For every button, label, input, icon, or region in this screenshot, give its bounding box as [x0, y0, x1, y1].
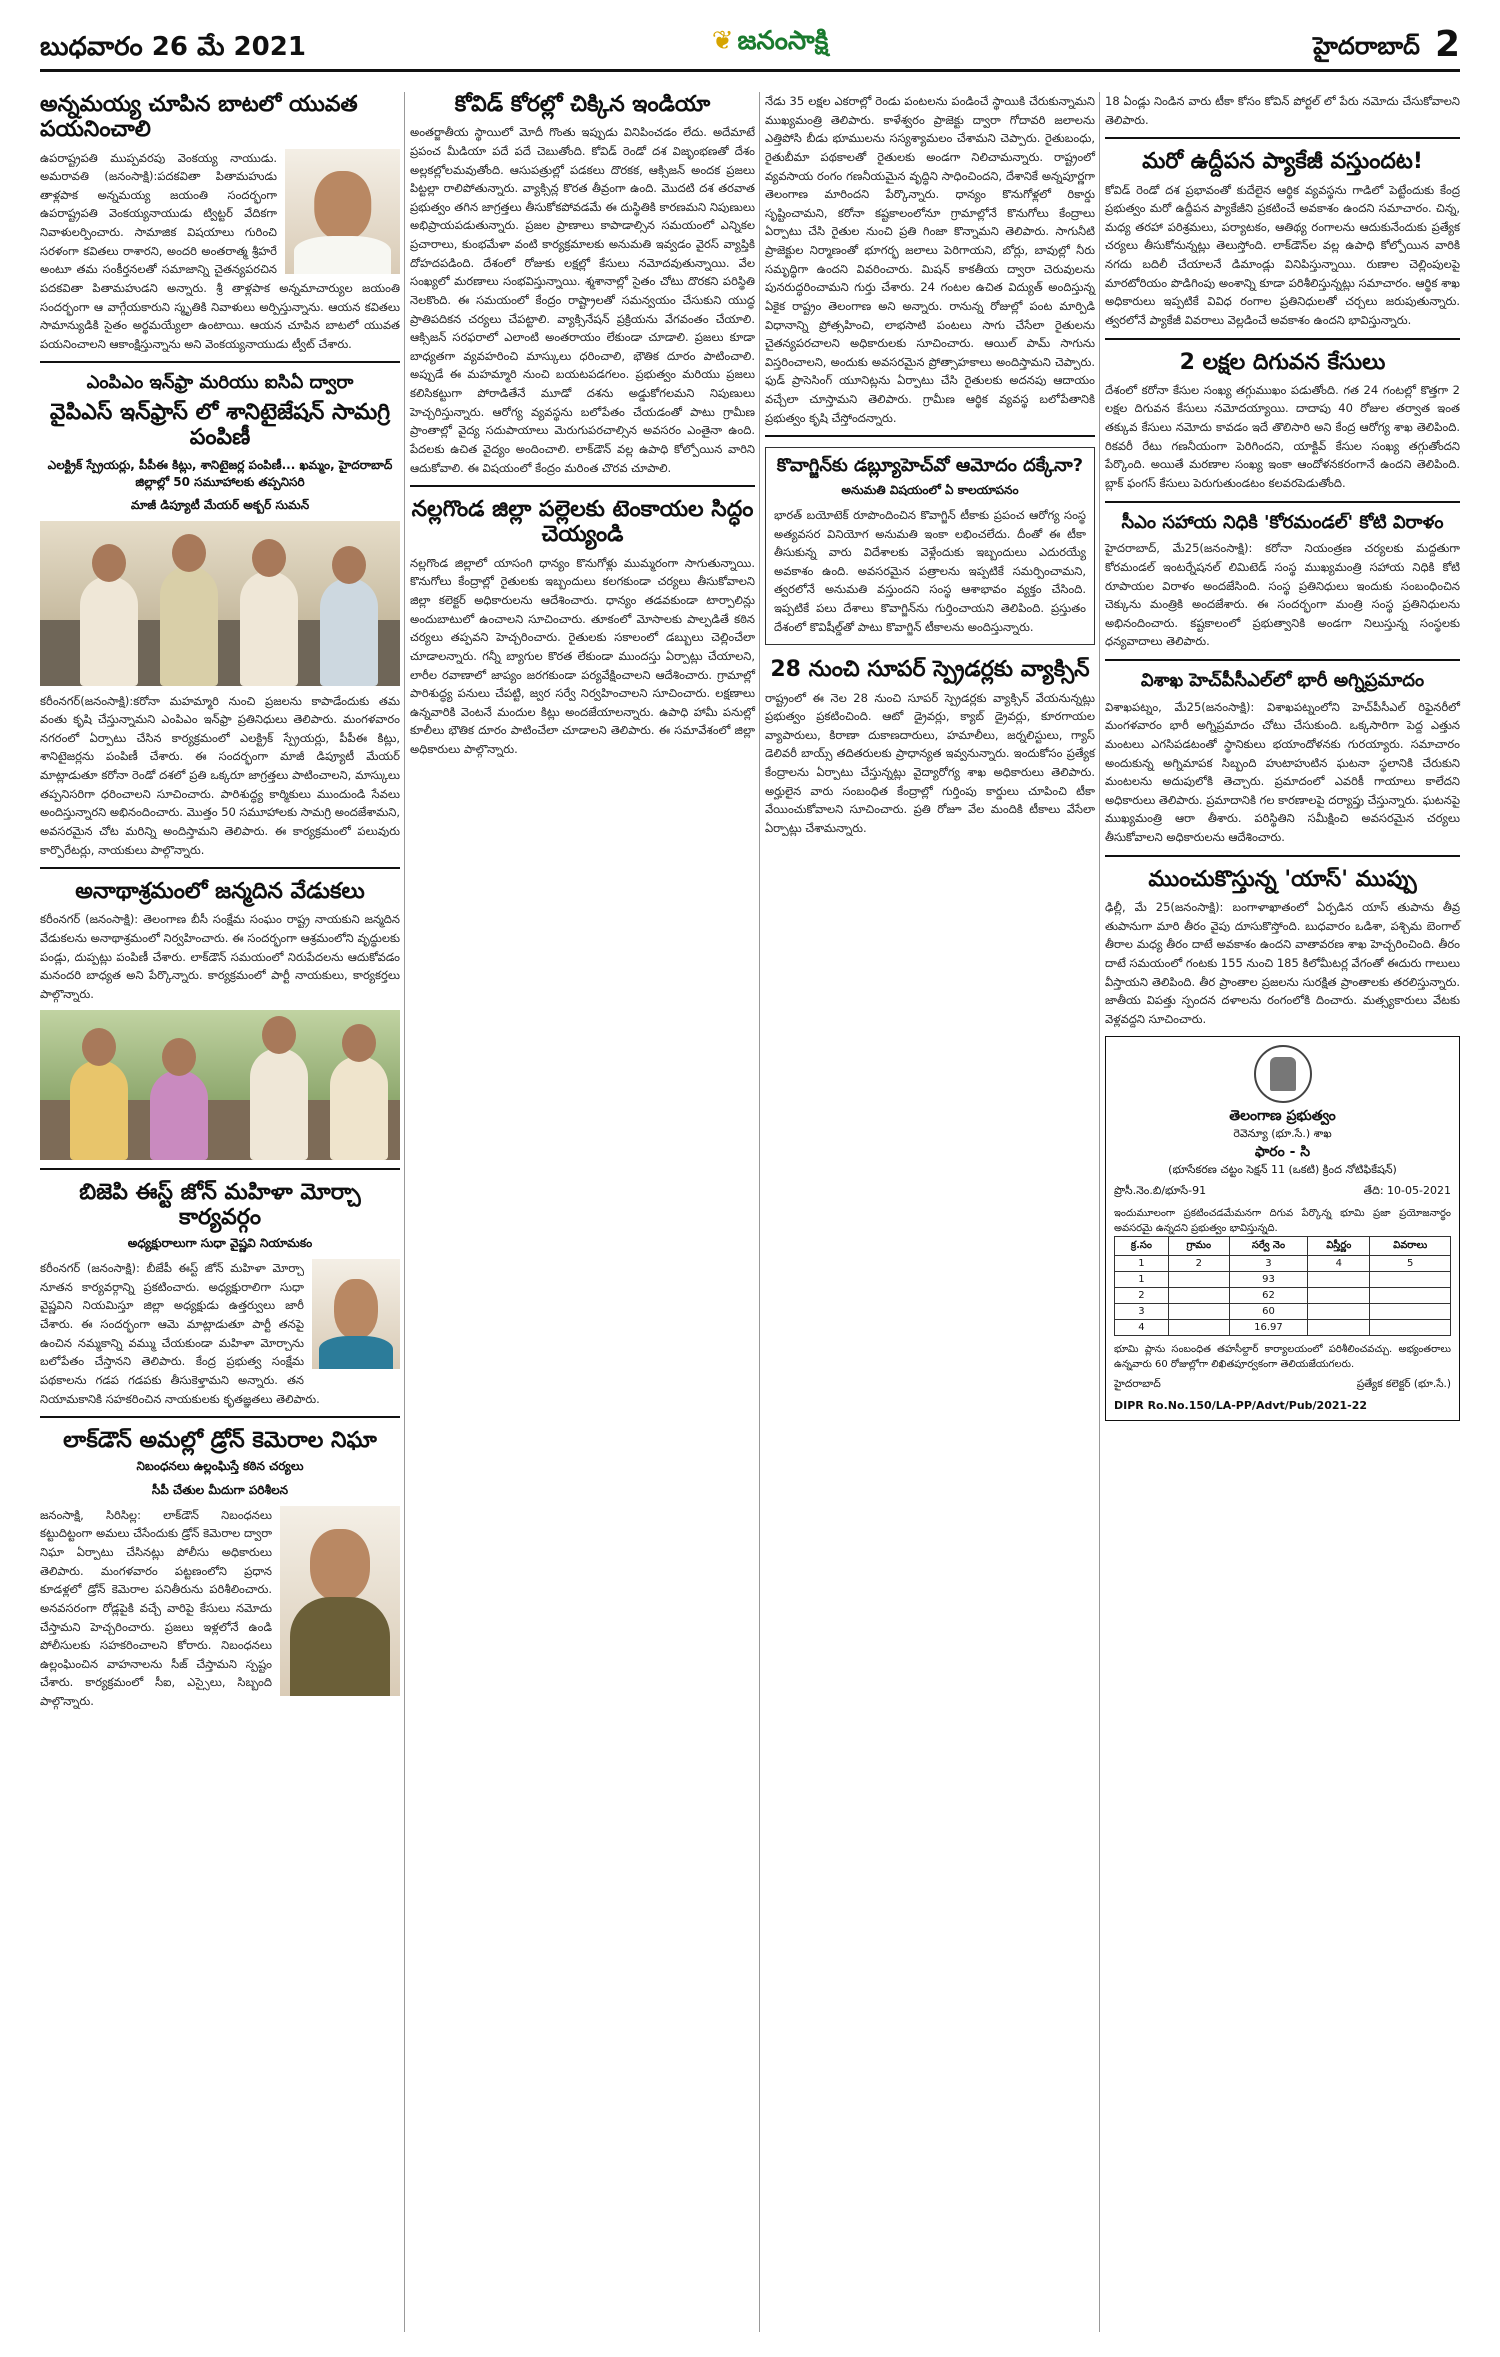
table-cell — [1308, 1320, 1370, 1336]
table-cell: 4 — [1308, 1256, 1370, 1272]
table-cell: 2 — [1115, 1288, 1169, 1304]
page-number: 2 — [1434, 24, 1460, 65]
article-body: భారత్ బయోటెక్ రూపొందించిన కొవాగ్జిన్ టీకాకు ప్రపంచ ఆరోగ్య సంస్థ అత్యవసర వినియోగ అనుమతి ఇంకా లభించలేదు. దీంతో ఈ టీకా తీసుకున్న వారు విదేశాలకు వెళ్లేందుకు ఇబ్బందులు ఎదురయ్యే అవకాశం ఉంది. అవసరమైన పత్రాలను ఇప్పటికే సమర్పించామని, త్వరలోనే అనుమతి వస్తుందని సంస్థ ఆశాభావం వ్యక్తం చేసింది. ఇప్పటికే పలు దేశాలు కొవాగ్జిన్‌ను గుర్తించాయని తెలిపింది. ప్రస్తుతం దేశంలో కొవిషీల్డ్‌తో పాటు కొవాగ్జిన్ టీకాలను అందిస్తున్నారు. — [774, 507, 1086, 634]
article-hpcl-fire — [1105, 671, 1460, 847]
table-cell: 3 — [1229, 1256, 1308, 1272]
article-body: జనంసాక్షి, సిరిసిల్ల: లాక్‌డౌన్ నిబంధనలు కట్టుదిట్టంగా అమలు చేసేందుకు డ్రోన్ కెమెరాల ద్వారా నిఘా ఏర్పాటు చేసినట్లు పోలీసు అధికారులు తెలిపారు. మంగళవారం పట్టణంలోని ప్రధాన కూడళ్లలో డ్రోన్ కెమెరాల పనితీరును పరిశీలించారు. అనవసరంగా రోడ్లపైకి వచ్చే వారిపై కేసులు నమోదు చేస్తామని హెచ్చరించారు. ప్రజలు ఇళ్లలోనే ఉండి పోలీసులకు సహకరించాలని కోరారు. నిబంధనలు ఉల్లంఘించిన వాహనాలను సీజ్ చేస్తామని స్పష్టం చేశారు. కార్యక్రమంలో సీఐ, ఎస్సైలు, సిబ్బంది పాల్గొన్నారు. — [40, 1507, 272, 1709]
article-bjp-mahila — [40, 1180, 400, 1409]
ad-government: తెలంగాణ ప్రభుత్వం — [1229, 1108, 1336, 1125]
ad-footer-note: భూమి ప్లాను సంబంధిత తహసీల్దార్ కార్యాలయంలో పరిశీలించవచ్చు. అభ్యంతరాలు ఉన్నవారు 60 రోజుల్లోగా లిఖితపూర్వకంగా తెలియజేయగలరు. — [1114, 1344, 1451, 1371]
ad-meta — [1114, 1184, 1451, 1200]
article-stimulus — [1105, 149, 1460, 329]
article-headline: విశాఖ హెచ్‌పీసీఎల్‌లో భారీ అగ్నిప్రమాదం — [1140, 670, 1425, 692]
section-rule — [40, 361, 400, 363]
table-cell: 2 — [1168, 1256, 1229, 1272]
article-byline: నిబంధనలు ఉల్లంఘిస్తే కఠిన చర్యలు — [136, 1459, 304, 1474]
edition-city: హైదరాబాద్ — [1313, 32, 1420, 60]
column-divider — [404, 92, 405, 2332]
article-body: రాష్ట్రంలో ఈ నెల 28 నుంచి సూపర్ స్ప్రెడర్లకు వ్యాక్సిన్ వేయనున్నట్లు ప్రభుత్వం ప్రకటించింది. ఆటో డ్రైవర్లు, క్యాబ్ డ్రైవర్లు, కూరగాయల వ్యాపారులు, కిరాణా దుకాణదారులు, హమాలీలు, జర్నలిస్టులు, గ్యాస్ డెలివరీ బాయ్స్ తదితరులకు ప్రాధాన్యత ఇవ్వనున్నారు. ఇందుకోసం ప్రత్యేక కేంద్రాలను ఏర్పాటు చేస్తున్నట్లు వైద్యారోగ్య శాఖ అధికారులు తెలిపారు. అర్హులైన వారు సంబంధిత కేంద్రాల్లో గుర్తింపు కార్డులు చూపించి టీకా వేయించుకోవాలని సూచించారు. ప్రతి రోజూ వేల మందికి టీకాలు వేసేలా ఏర్పాట్లు చేశామన్నారు. — [765, 690, 1095, 835]
table-cell — [1168, 1272, 1229, 1288]
table-row — [1115, 1304, 1451, 1320]
section-rule — [765, 435, 1095, 437]
section-rule — [1105, 137, 1460, 139]
table-header: వివరాలు — [1370, 1237, 1451, 1256]
article-cases — [1105, 350, 1460, 493]
article-headline: లాక్‌డౌన్ అమల్లో డ్రోన్ కెమెరాల నిఘా — [63, 1428, 377, 1454]
table-row — [1115, 1288, 1451, 1304]
table-header: క్ర.సం — [1115, 1237, 1169, 1256]
police-officer-photo — [280, 1506, 400, 1696]
leaf-icon: ❦ — [711, 26, 734, 56]
column-divider — [1099, 92, 1100, 2332]
table-cell: 5 — [1370, 1256, 1451, 1272]
article-body: అంతర్జాతీయ స్థాయిలో మోదీ గొంతు ఇప్పుడు వినిపించడం లేదు. అదేమాటే ప్రపంచ మీడియా పదే పదే చెబుతోంది. కోవిడ్ రెండో దశ విజృంభణతో దేశం అల్లకల్లోలమవుతోంది. ఆసుపత్రుల్లో పడకలు దొరకక, ఆక్సిజన్ అందక ప్రజలు పిట్టల్లా రాలిపోతున్నారు. వ్యాక్సిన్ల కొరత తీవ్రంగా ఉంది. మొదటి దశ తరవాత ప్రభుత్వం తగిన జాగ్రత్తలు తీసుకోకపోవడమే ఈ దుస్థితికి కారణమని నిపుణులు అభిప్రాయపడుతున్నారు. ప్రజల ప్రాణాలు కాపాడాల్సిన సమయంలో ఎన్నికల ప్రచారాలు, కుంభమేళా వంటి కార్యక్రమాలకు అనుమతి ఇవ్వడం వైరస్ వ్యాప్తికి దోహదపడింది. దేశంలో రోజుకు లక్షల్లో కేసులు నమోదవుతున్నాయి. వేల సంఖ్యలో మరణాలు సంభవిస్తున్నాయి. శ్మశానాల్లో సైతం చోటు దొరకని పరిస్థితి నెలకొంది. ఈ సమయంలో కేంద్రం రాష్ట్రాలతో సమన్వయం చేసుకుని యుద్ధ ప్రాతిపదికన చర్యలు చేపట్టాలి. వ్యాక్సినేషన్ ప్రక్రియను వేగవంతం చేయాలి. ఆక్సిజన్ సరఫరాలో ఎలాంటి అంతరాయం లేకుండా చూడాలి. ప్రజలు కూడా బాధ్యతగా వ్యవహరించి మాస్కులు ధరించాలి, భౌతిక దూరం పాటించాలి. అప్పుడే ఈ మహమ్మారి నుంచి బయటపడగలం. ప్రభుత్వం మరియు ప్రజలు కలిసికట్టుగా పోరాడితేనే మూడో దశను అడ్డుకోగలమని నిపుణులు హెచ్చరిస్తున్నారు. ఆరోగ్య వ్యవస్థను బలోపేతం చేయడంతో పాటు గ్రామీణ ప్రాంతాల్లో వైద్య సదుపాయాలు మెరుగుపరచాల్సిన అవసరం ఎంతైనా ఉంది. పేదలకు ఉచిత వైద్యం అందించాలి. లాక్‌డౌన్ వల్ల ఉపాధి కోల్పోయిన వారిని ఆదుకోవాలి. ఈ విషయంలో కేంద్రం మరింత చొరవ చూపాలి. — [410, 125, 755, 475]
article-headline: బిజెపి ఈస్ట్ జోన్ మహిళా మోర్చా కార్యవర్గం — [79, 1179, 361, 1230]
table-cell — [1168, 1304, 1229, 1320]
article-headline: 2 లక్షల దిగువన కేసులు — [1179, 349, 1386, 375]
section-rule — [1105, 338, 1460, 340]
government-notice-ad — [1105, 1036, 1460, 1421]
article-headline: అన్నమయ్య చూపిన బాటలో యువత పయనించాలి — [40, 92, 358, 143]
article-body: ఢిల్లీ, మే 25(జనంసాక్షి): బంగాళాఖాతంలో ఏర్పడిన యాస్ తుపాను తీవ్ర తుపానుగా మారి తీరం వైపు దూసుకొస్తోంది. బుధవారం ఒడిశా, పశ్చిమ బెంగాల్ తీరాల మధ్య తీరం దాటే అవకాశం ఉందని వాతావరణ శాఖ హెచ్చరించింది. తీరం దాటే సమయంలో గంటకు 155 నుంచి 185 కిలోమీటర్ల వేగంతో ఈదురు గాలులు వీస్తాయని తెలిపింది. తీర ప్రాంతాల ప్రజలను సురక్షిత ప్రాంతాలకు తరలిస్తున్నారు. జాతీయ విపత్తు స్పందన దళాలను రంగంలోకి దించారు. మత్స్యకారులు వేటకు వెళ్లవద్దని సూచించారు. — [1105, 900, 1460, 1026]
ad-notice: ఇందుమూలంగా ప్రకటించడమేమనగా దిగువ పేర్కొన్న భూమి ప్రజా ప్రయోజనార్థం అవసరమై ఉన్నదని ప్రభుత్వం భావిస్తున్నది. — [1114, 1208, 1451, 1235]
article-body: నేడు 35 లక్షల ఎకరాల్లో రెండు పంటలను పండించే స్థాయికి చేరుకున్నామని ముఖ్యమంత్రి తెలిపారు. కాళేశ్వరం ప్రాజెక్టు ద్వారా గోదావరి జలాలను ఎత్తిపోసి బీడు భూములను సస్యశ్యామలం చేశామని చెప్పారు. రైతుబంధు, రైతుబీమా పథకాలతో రైతులకు అండగా నిలిచామన్నారు. రాష్ట్రంలో వ్యవసాయ రంగం గణనీయమైన వృద్ధిని సాధించిందని, దేశానికే అన్నపూర్ణగా తెలంగాణ మారిందని పేర్కొన్నారు. ధాన్యం కొనుగోళ్లలో రికార్డు సృష్టించామని, కరోనా కష్టకాలంలోనూ గ్రామాల్లోనే కొనుగోలు కేంద్రాలు ఏర్పాటు చేసి రైతుల నుంచి ప్రతి గింజా కొన్నామని తెలిపారు. సాగునీటి ప్రాజెక్టుల నిర్మాణంతో భూగర్భ జలాలు పెరిగాయని, బోర్లు, బావుల్లో నీరు సమృద్ధిగా ఉందని వివరించారు. మిషన్ కాకతీయ ద్వారా చెరువులను పునరుద్ధరించామని గుర్తు చేశారు. 24 గంటల ఉచిత విద్యుత్ అందిస్తున్న ఏకైక రాష్ట్రం తెలంగాణ అని అన్నారు. రానున్న రోజుల్లో పంట మార్పిడి విధానాన్ని ప్రోత్సహించి, లాభసాటి పంటలు సాగు చేసేలా రైతులను చైతన్యపరచాలని అధికారులకు సూచించారు. ఆయిల్ పామ్ సాగును విస్తరించాలని, అందుకు అవసరమైన ప్రోత్సాహకాలు అందిస్తామని చెప్పారు. ఫుడ్ ప్రాసెసింగ్ యూనిట్లను ఏర్పాటు చేసి రైతులకు అదనపు ఆదాయం వచ్చేలా చూస్తామని తెలిపారు. గ్రామీణ ఆర్థిక వ్యవస్థ బలోపేతానికి ప్రభుత్వం కృషి చేస్తోందన్నారు. — [765, 94, 1095, 425]
article-body: నల్లగొండ జిల్లాలో యాసంగి ధాన్యం కొనుగోళ్లు ముమ్మరంగా సాగుతున్నాయి. కొనుగోలు కేంద్రాల్లో రైతులకు ఇబ్బందులు కలగకుండా చర్యలు తీసుకోవాలని జిల్లా కలెక్టర్ అధికారులను ఆదేశించారు. ధాన్యం తడవకుండా టార్పాలిన్లు అందుబాటులో ఉంచాలని సూచించారు. తూకంలో మోసాలకు పాల్పడితే కఠిన చర్యలు తప్పవని హెచ్చరించారు. రైతులకు సకాలంలో డబ్బులు చెల్లించేలా చూడాలన్నారు. గన్నీ బ్యాగుల కొరత లేకుండా ముందస్తు ఏర్పాట్లు చేయాలని, లారీల రవాణాలో జాప్యం జరగకుండా పర్యవేక్షించాలని ఆదేశించారు. గ్రామాల్లో పారిశుద్ధ్య పనులు చేపట్టి, జ్వర సర్వే నిర్వహించాలని సూచించారు. లక్షణాలు ఉన్నవారికి వెంటనే మందుల కిట్లు అందజేయాలన్నారు. ఉపాధి హామీ పనుల్లో కూలీలు భౌతిక దూరం పాటించేలా చూడాలని తెలిపారు. ఈ సమావేశంలో జిల్లా అధికారులు పాల్గొన్నారు. — [410, 555, 755, 757]
table-cell — [1370, 1288, 1451, 1304]
article-headline: అనాథాశ్రమంలో జన్మదిన వేడుకలు — [75, 879, 365, 905]
ad-signatory: ప్రత్యేక కలెక్టర్ (భూ.సే.) — [1356, 1378, 1451, 1391]
article-subhead: ఎలక్ట్రిక్ స్ప్రేయర్లు, పీపీఈ కిట్లు, శానిటైజర్ల పంపిణీ... ఖమ్మం, హైదరాబాద్ జిల్లాల్లో 50 సమూహాలకు తప్పనిసరి — [47, 457, 393, 490]
newspaper-logo — [680, 26, 860, 66]
article-coromandel — [1105, 513, 1460, 651]
table-cell: 60 — [1229, 1304, 1308, 1320]
column-3 — [765, 92, 1095, 838]
article-yaas-cyclone — [1105, 867, 1460, 1029]
ad-rule: (భూసేకరణ చట్టం సెక్షన్ 11 (ఒకటి) క్రింద నోటిఫికేషన్) — [1168, 1162, 1397, 1176]
table-cell: 93 — [1229, 1272, 1308, 1288]
table-cell — [1168, 1288, 1229, 1304]
article-body: కరీంనగర్ (జనంసాక్షి): బీజేపీ ఈస్ట్ జోన్ మహిళా మోర్చా నూతన కార్యవర్గాన్ని ప్రకటించారు. అధ్యక్షురాలిగా సుధా వైష్ణవిని నియమిస్తూ జిల్లా అధ్యక్షుడు ఉత్తర్వులు జారీ చేశారు. ఈ సందర్భంగా ఆమె మాట్లాడుతూ పార్టీ తనపై ఉంచిన నమ్మకాన్ని వమ్ము చేయకుండా మహిళా మోర్చాను బలోపేతం చేస్తానని తెలిపారు. కేంద్ర ప్రభుత్వ సంక్షేమ పథకాలను గడప గడపకు తీసుకెళ్తామని అన్నారు. తన నియామకానికి సహకరించిన నాయకులకు కృతజ్ఞతలు తెలిపారు. — [40, 1261, 320, 1406]
article-body: హైదరాబాద్, మే25(జనంసాక్షి): కరోనా నియంత్రణ చర్యలకు మద్దతుగా కోరమండల్ ఇంటర్నేషనల్ లిమిటెడ్ సంస్థ ముఖ్యమంత్రి సహాయ నిధికి కోటి రూపాయల విరాళం అందజేసింది. సంస్థ ప్రతినిధులు ఇందుకు సంబంధించిన చెక్కును మంత్రికి అందజేశారు. ఈ సందర్భంగా మంత్రి సంస్థ ప్రతినిధులను అభినందించారు. కష్టకాలంలో ప్రభుత్వానికి అండగా నిలుస్తున్న సంస్థలకు ధన్యవాదాలు తెలిపారు. — [1105, 541, 1460, 649]
article-headline: నల్లగొండ జిల్లా పల్లెలకు టెంకాయల సిద్ధం చెయ్యండి — [411, 497, 754, 548]
issue-date: బుధవారం 26 మే 2021 — [40, 32, 306, 62]
article-body: విశాఖపట్నం, మే25(జనంసాక్షి): విశాఖపట్నంలోని హెచ్‌పీసీఎల్ రిఫైనరీలో మంగళవారం భారీ అగ్నిప్రమాదం చోటు చేసుకుంది. ఒక్కసారిగా పెద్ద ఎత్తున మంటలు ఎగసిపడటంతో స్థానికులు భయాందోళనకు గురయ్యారు. సమాచారం అందుకున్న అగ్నిమాపక సిబ్బంది హుటాహుటిన ఘటనా స్థలానికి చేరుకుని మంటలను అదుపులోకి తెచ్చారు. ప్రమాదంలో ఎవరికీ గాయాలు కాలేదని అధికారులు తెలిపారు. ప్రమాదానికి గల కారణాలపై దర్యాప్తు చేస్తున్నారు. ఘటనపై ముఖ్యమంత్రి ఆరా తీశారు. పరిస్థితిని సమీక్షించి అవసరమైన చర్యలు తీసుకోవాలని అధికారులను ఆదేశించారు. — [1105, 699, 1460, 845]
article-subhead: సీపీ చేతుల మీదుగా పరిశీలన — [151, 1483, 289, 1498]
table-cell — [1308, 1288, 1370, 1304]
column-4 — [1105, 92, 1460, 1421]
table-cell — [1308, 1272, 1370, 1288]
article-headline: 28 నుంచి సూపర్ స్ప్రెడర్లకు వ్యాక్సిన్ — [770, 657, 1090, 683]
article-headline: ముంచుకొస్తున్న 'యాస్' ముప్పు — [1148, 866, 1417, 892]
article-nalgonda — [410, 497, 755, 758]
article-covid-india — [410, 92, 755, 477]
article-covaxin — [765, 447, 1095, 645]
table-cell: 16.97 — [1229, 1320, 1308, 1336]
section-rule — [40, 867, 400, 869]
land-schedule-table — [1114, 1236, 1451, 1336]
ad-place: హైదరాబాద్ — [1114, 1378, 1161, 1391]
ad-form: ఫారం - సి — [1254, 1143, 1311, 1160]
article-super-spreaders — [765, 657, 1095, 837]
column-divider — [759, 92, 760, 2332]
article-headline: కొవాగ్జిన్‌కు డబ్ల్యూహెచ్‌వో ఆమోదం దక్కేనా? — [776, 455, 1084, 477]
column-2 — [410, 92, 755, 759]
distribution-event-photo — [40, 521, 400, 686]
article-headline: మరో ఉద్దీపన ప్యాకేజీ వస్తుందట! — [1142, 149, 1423, 175]
section-rule — [1105, 501, 1460, 503]
column-1 — [40, 92, 400, 1711]
section-rule — [410, 485, 755, 487]
table-cell: 4 — [1115, 1320, 1169, 1336]
ad-signature — [1114, 1378, 1451, 1393]
orphanage-event-photo — [40, 1010, 400, 1160]
article-headline: కోవిడ్ కోరల్లో చిక్కిన ఇండియా — [454, 92, 711, 117]
brand-name: జనంసాక్షి — [737, 26, 829, 56]
ad-reference: ప్రొసీ.నెం.బి/భూసే-91 — [1114, 1184, 1207, 1198]
article-sanitation — [40, 373, 400, 859]
table-row — [1115, 1272, 1451, 1288]
ad-department: రెవెన్యూ (భూ.సే.) శాఖ — [1233, 1127, 1332, 1141]
section-rule — [40, 1168, 400, 1170]
article-byline: అనుమతి విషయంలో ఏ కాలయాపనం — [841, 482, 1019, 497]
ad-date: తేది: 10-05-2021 — [1363, 1184, 1451, 1198]
table-cell: 1 — [1115, 1256, 1169, 1272]
section-rule — [1105, 659, 1460, 661]
section-rule — [40, 1416, 400, 1418]
table-cell — [1308, 1304, 1370, 1320]
table-row — [1115, 1320, 1451, 1336]
article-drone-surveillance — [40, 1428, 400, 1711]
table-cell — [1370, 1272, 1451, 1288]
ad-release-code: DIPR Ro.No.150/LA-PP/Advt/Pub/2021-22 — [1114, 1399, 1368, 1413]
table-cell: 1 — [1115, 1272, 1169, 1288]
article-byline: అధ్యక్షురాలుగా సుధా వైష్ణవి నియామకం — [127, 1236, 313, 1251]
table-cell — [1370, 1320, 1451, 1336]
table-header: విస్తీర్ణం — [1308, 1237, 1370, 1256]
article-byline: మాజీ డిప్యూటీ మేయర్ అక్బర్ సుమన్ — [130, 497, 310, 512]
article-body: కరీంనగర్(జనంసాక్షి):కరోనా మహమ్మారి నుంచి ప్రజలను కాపాడేందుకు తమ వంతు కృషి చేస్తున్నామని ఎంపిఎం ఇన్‌ఫ్రా ప్రతినిధులు తెలిపారు. మంగళవారం నగరంలో ఏర్పాటు చేసిన కార్యక్రమంలో ఎలక్ట్రిక్ స్ప్రేయర్లు, పీపీఈ కిట్లు, శానిటైజర్లను పంపిణీ చేశారు. ఈ సందర్భంగా మాజీ డిప్యూటీ మేయర్ మాట్లాడుతూ కరోనా రెండో దశలో ప్రతి ఒక్కరూ జాగ్రత్తలు పాటించాలని, మాస్కులు తప్పనిసరిగా ధరించాలని సూచించారు. పారిశుద్ధ్య కార్మికులు ముందుండి సేవలు అందిస్తున్నారని అభినందించారు. మొత్తం 50 సమూహాలకు సామగ్రి అందజేశామని, అవసరమైన చోట మరిన్ని అందిస్తామని తెలిపారు. ఈ కార్యక్రమంలో పలువురు కార్పొరేటర్లు, నాయకులు పాల్గొన్నారు. — [40, 693, 400, 857]
article-body: ఉపరాష్ట్రపతి ముప్పవరపు వెంకయ్య నాయుడు. అమరావతి (జనంసాక్షి):పదకవితా పితామహుడు తాళ్లపాక అన్నమయ్య జయంతి సందర్భంగా ఉపరాష్ట్రపతి వెంకయ్యనాయుడు ట్విట్టర్ వేదికగా నివాళులర్పించారు. సామాజిక విషయాలు గురించి సరళంగా కవితలు రాశారని, అందరి అంతరాత్మ శ్రీహరే అంటూ తమ సంకీర్తనలతో సమాజాన్ని చైతన్యపరచిన పదకవితా పితామహుడని అన్నారు. శ్రీ తాళ్లపాక అన్నమాచార్యుల జయంతి సందర్భంగా ఆ వాగ్గేయకారుని స్మృతికి నివాళులు అర్పిస్తున్నాను. ఆయన కవితలు సామాన్యుడికి సైతం అర్థమయ్యేలా ఉంటాయి. ఆయన చూపిన బాటలో యువత పయనించాలని ఆకాంక్షిస్తున్నాను అని వెంకయ్యనాయుడు ట్వీట్ చేశారు. — [40, 150, 400, 351]
table-header: సర్వే నెం — [1229, 1237, 1308, 1256]
article-body: కరీంనగర్ (జనంసాక్షి): తెలంగాణ బీసీ సంక్షేమ సంఘం రాష్ట్ర నాయకుని జన్మదిన వేడుకలను అనాథాశ్రమంలో నిర్వహించారు. ఈ సందర్భంగా ఆశ్రమంలోని వృద్ధులకు పండ్లు, దుప్పట్లు పంపిణీ చేశారు. లాక్‌డౌన్ సమయంలో నిరుపేదలను ఆదుకోవడం మనందరి బాధ్యత అని పేర్కొన్నారు. కార్యక్రమంలో పార్టీ నాయకులు, కార్యకర్తలు పాల్గొన్నారు. — [40, 912, 400, 1001]
article-annamayya — [40, 92, 400, 353]
telangana-emblem-icon — [1254, 1045, 1312, 1103]
vice-president-photo — [285, 149, 400, 274]
table-cell: 62 — [1229, 1288, 1308, 1304]
table-cell — [1370, 1304, 1451, 1320]
table-cell: 3 — [1115, 1304, 1169, 1320]
section-rule — [1105, 855, 1460, 857]
masthead — [40, 22, 1460, 72]
article-birthday — [40, 879, 400, 1159]
article-body: దేశంలో కరోనా కేసుల సంఖ్య తగ్గుముఖం పడుతోంది. గత 24 గంటల్లో కొత్తగా 2 లక్షల దిగువన కేసులు నమోదయ్యాయి. దాదాపు 40 రోజుల తర్వాత ఇంత తక్కువ కేసులు నమోదు కావడం ఇదే తొలిసారి అని కేంద్ర ఆరోగ్య శాఖ తెలిపింది. రికవరీ రేటు గణనీయంగా పెరిగిందని, యాక్టివ్ కేసుల సంఖ్య తగ్గుతోందని పేర్కొంది. అయితే మరణాల సంఖ్య ఇంకా ఆందోళనకరంగానే ఉందని తెలిపింది. బ్లాక్ ఫంగస్ కేసులు పెరుగుతుండటం కలవరపెడుతోంది. — [1105, 382, 1460, 490]
article-headline-main: వైపిఎస్ ఇన్‌ఫ్రాస్ లో శానిటైజేషన్ సామగ్రి పంపిణీ — [49, 400, 391, 451]
article-agriculture — [765, 92, 1095, 427]
article-headline: ఎంపిఎం ఇన్‌ఫ్రా మరియు ఐసిఏ ద్వారా — [86, 372, 354, 394]
article-headline: సీఎం సహాయ నిధికి 'కోరమండల్' కోటి విరాళం — [1121, 511, 1444, 533]
table-cell — [1168, 1320, 1229, 1336]
table-header: గ్రామం — [1168, 1237, 1229, 1256]
article-body: కోవిడ్ రెండో దశ ప్రభావంతో కుదేలైన ఆర్థిక వ్యవస్థను గాడిలో పెట్టేందుకు కేంద్ర ప్రభుత్వం మరో ఉద్దీపన ప్యాకేజీని ప్రకటించే అవకాశం ఉందని సమాచారం. చిన్న, మధ్య తరహా పరిశ్రమలు, పర్యాటకం, ఆతిథ్య రంగాలను ఆదుకునేందుకు ప్రత్యేక చర్యలు తీసుకోనున్నట్లు తెలుస్తోంది. లాక్‌డౌన్‌ల వల్ల ఉపాధి కోల్పోయిన వారికి నగదు బదిలీ చేయాలనే డిమాండ్లు వినిపిస్తున్నాయి. రుణాల చెల్లింపులపై మారటోరియం పొడిగింపు అంశాన్ని కూడా పరిశీలిస్తున్నట్లు సమాచారం. ఆర్థిక శాఖ అధికారులు ఇప్పటికే వివిధ రంగాల ప్రతినిధులతో చర్చలు జరుపుతున్నారు. త్వరలోనే ప్యాకేజీ వివరాలు వెల్లడించే అవకాశం ఉందని భావిస్తున్నారు. — [1105, 182, 1460, 327]
sudha-vaishnavi-photo — [312, 1259, 400, 1369]
table-row — [1115, 1256, 1451, 1272]
table-header-row — [1115, 1237, 1451, 1256]
article-continued: 18 ఏండ్లు నిండిన వారు టీకా కోసం కోవిన్ పోర్టల్ లో పేరు నమోదు చేసుకోవాలని తెలిపారు. — [1105, 94, 1460, 127]
